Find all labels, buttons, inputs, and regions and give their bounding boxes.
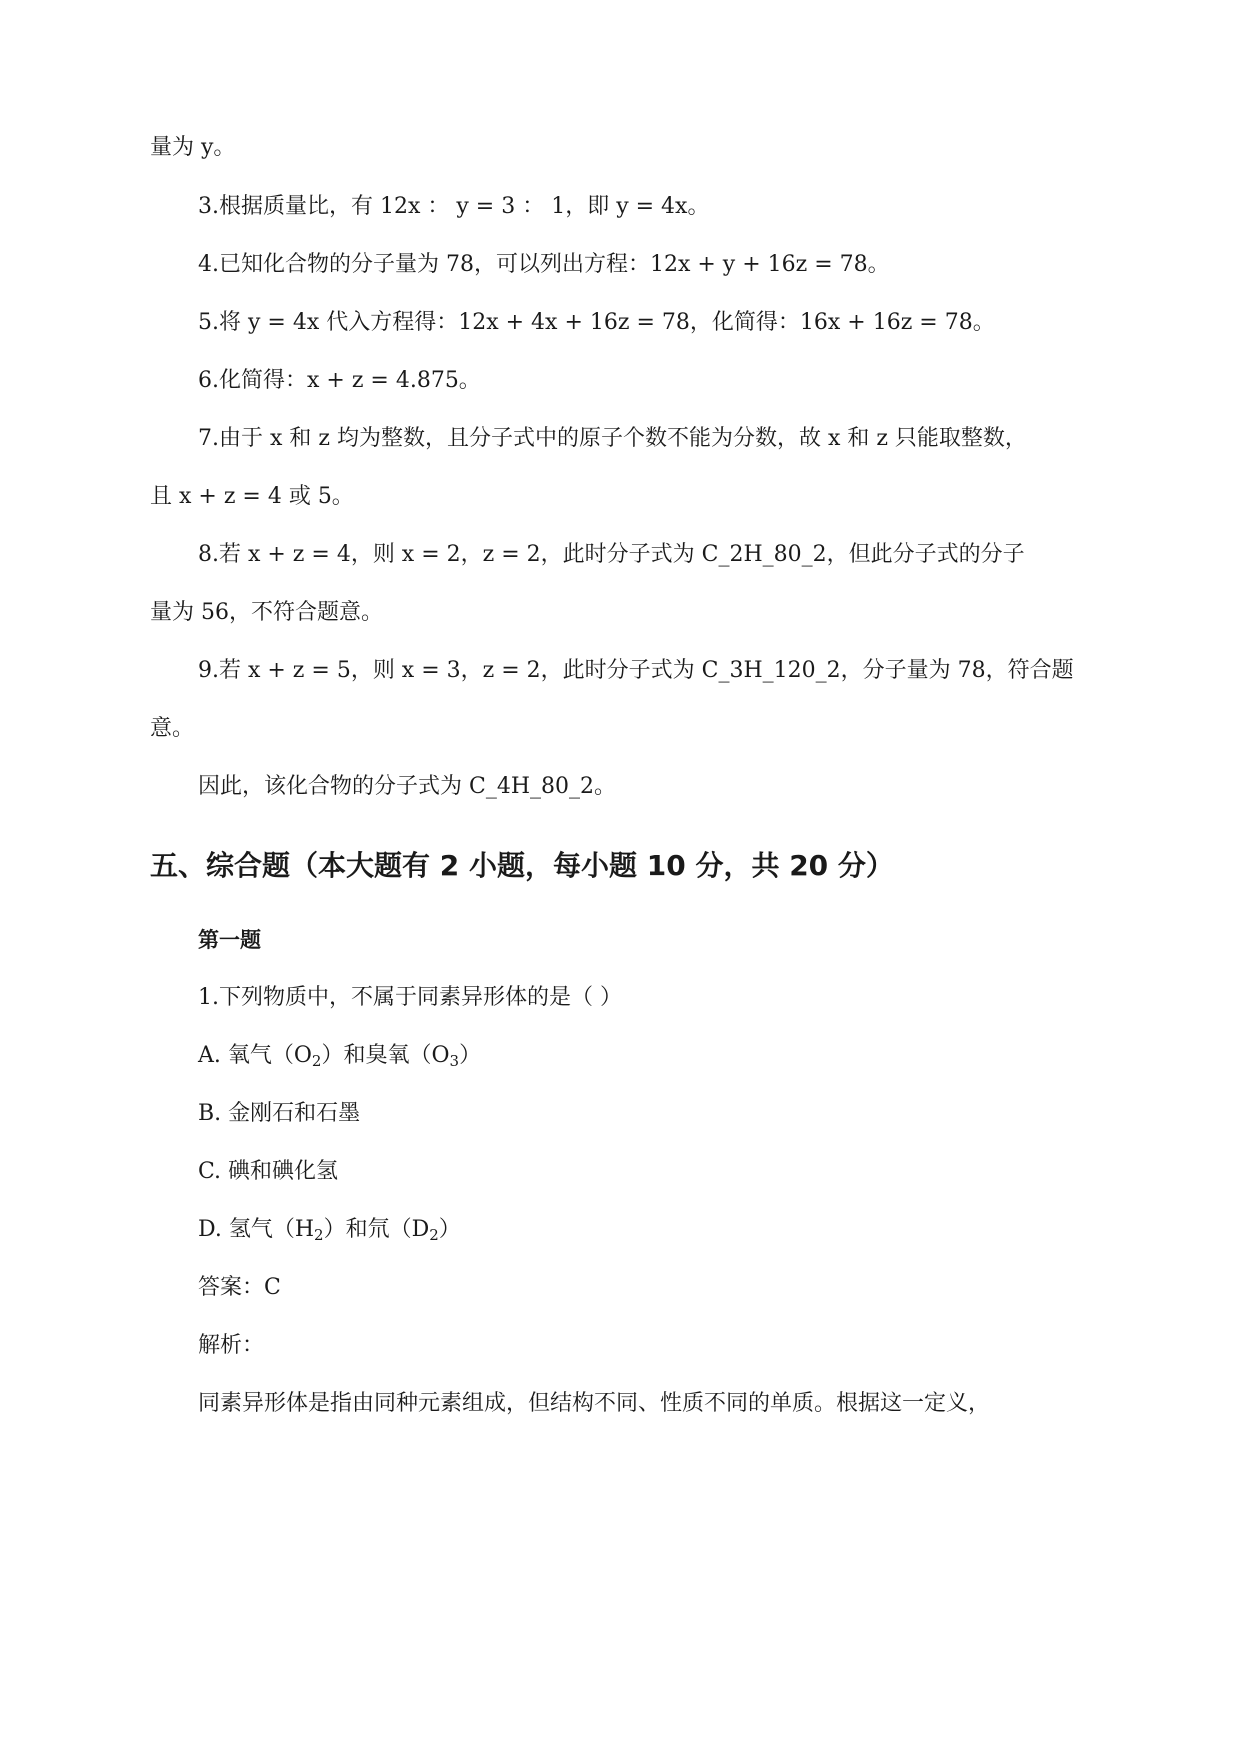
step-4: 4.已知化合物的分子量为 78，可以列出方程：12x + y + 16z = 78。 <box>198 252 890 277</box>
option-a-subscript-1: 2 <box>311 1052 322 1070</box>
step-3: 3.根据质量比，有 12x ： y = 3 ： 1，即 y = 4x。 <box>198 194 710 219</box>
analysis-text: 同素异形体是指由同种元素组成，但结构不同、性质不同的单质。根据这一定义， <box>198 1391 991 1416</box>
step-5: 5.将 y = 4x 代入方程得：12x + 4x + 16z = 78，化简得：16x + 16z = 78。 <box>198 310 995 335</box>
option-a-mid: ）和臭氧（O <box>321 1043 450 1068</box>
option-d <box>198 1215 1148 1245</box>
option-a-prefix: A. 氧气（O <box>198 1043 312 1068</box>
step-8-line1: 8.若 x + z = 4，则 x = 2，z = 2，此时分子式为 C_2H_80_2，但此分子式的分子 <box>198 542 1025 567</box>
analysis-label: 解析： <box>198 1333 265 1358</box>
option-d-subscript-2: 2 <box>429 1226 439 1244</box>
option-a-suffix: ） <box>459 1043 482 1068</box>
answer: 答案：C <box>198 1275 281 1300</box>
step-9-line1: 9.若 x + z = 5，则 x = 3，z = 2，此时分子式为 C_3H_120_2，分子量为 78，符合题 <box>198 658 1074 683</box>
step-6: 6.化简得：x + z = 4.875。 <box>198 368 481 393</box>
step-8-line2: 量为 56，不符合题意。 <box>150 600 383 625</box>
option-d-suffix: ） <box>438 1217 461 1242</box>
option-a-subscript-2: 3 <box>449 1052 460 1070</box>
option-d-prefix: D. 氢气（H <box>198 1217 315 1242</box>
option-d-subscript-1: 2 <box>314 1226 324 1244</box>
conclusion: 因此，该化合物的分子式为 C_4H_80_2。 <box>198 774 617 799</box>
step-7-line2: 且 x + z = 4 或 5。 <box>150 484 354 509</box>
step-7-line1: 7.由于 x 和 z 均为整数，且分子式中的原子个数不能为分数，故 x 和 z 只能取整数， <box>198 426 1027 451</box>
step-9-line2: 意。 <box>150 716 195 741</box>
step-continued: 量为 y。 <box>150 135 236 160</box>
question-stem: 1.下列物质中，不属于同素异形体的是（ ） <box>198 985 622 1010</box>
section-heading: 五、综合题（本大题有 2 小题，每小题 10 分，共 20 分） <box>150 849 894 882</box>
option-a <box>198 1041 1148 1071</box>
option-c: C. 碘和碘化氢 <box>198 1159 339 1184</box>
option-b: B. 金刚石和石墨 <box>198 1101 361 1126</box>
question-title: 第一题 <box>198 928 261 952</box>
option-d-mid: ）和氘（D <box>323 1217 430 1242</box>
